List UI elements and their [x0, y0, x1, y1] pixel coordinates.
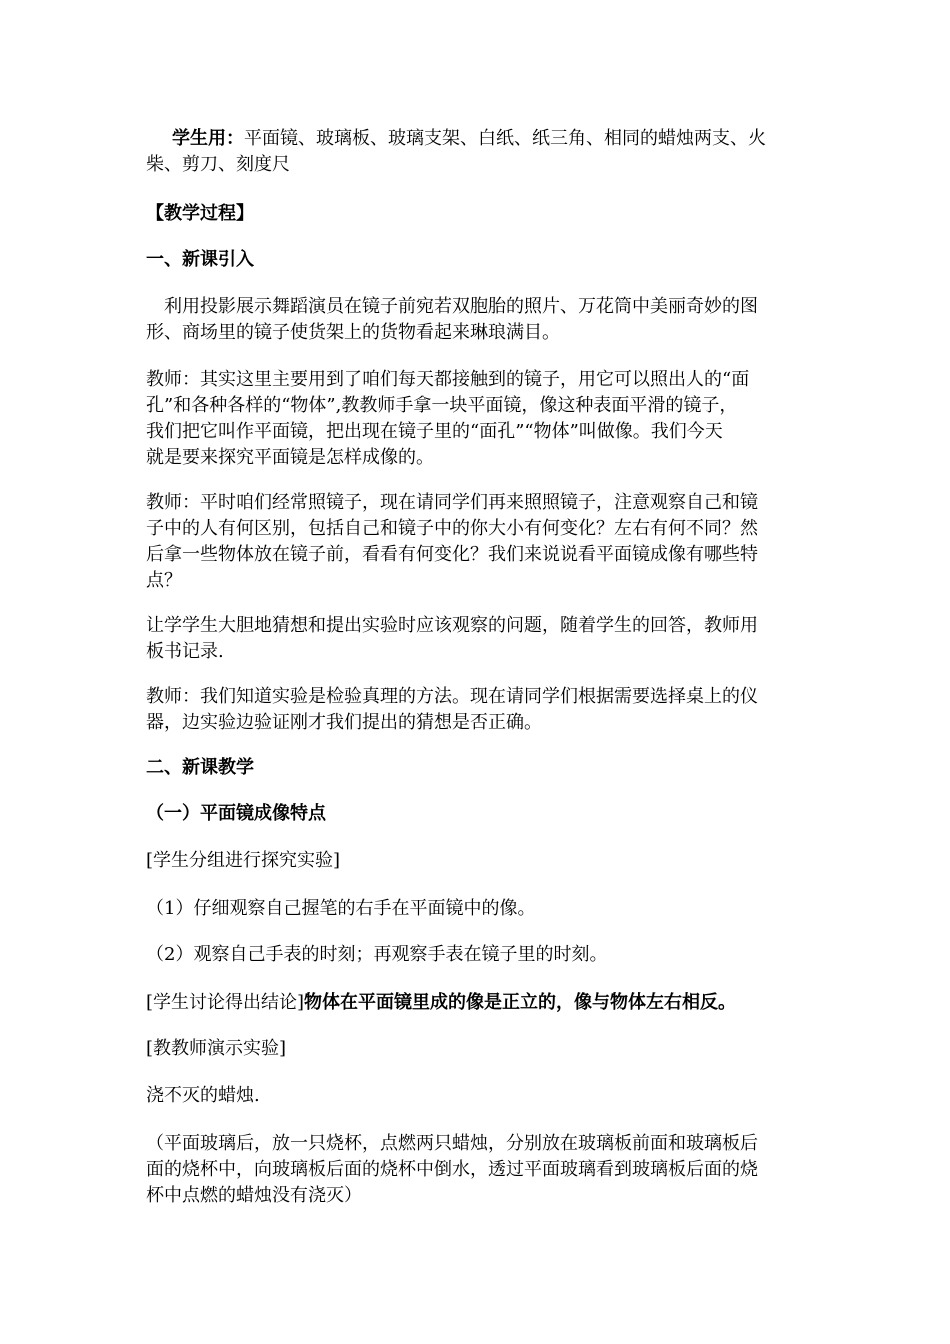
students-line-2: 板书记录.: [146, 641, 224, 662]
teacher1-line-4: 就是要来探究平面镜是怎样成像的。: [146, 447, 434, 468]
demo-title: 浇不灭的蜡烛.: [146, 1085, 260, 1106]
section2-title: 二、新课教学: [146, 757, 254, 778]
conclusion-text: 物体在平面镜里成的像是正立的，像与物体左右相反。: [304, 992, 737, 1013]
teacher3-line-1: 教师：我们知道实验是检验真理的方法。现在请同学们根据需要选择桌上的仪: [146, 686, 758, 707]
teacher1-line-2: 孔”和各种各样的“物体”,教教师手拿一块平面镜，像这种表面平滑的镜子，: [146, 395, 738, 416]
teacher2-line-1: 教师：平时咱们经常照镜子，现在请同学们再来照照镜子，注意观察自己和镜: [146, 492, 758, 513]
teacher1-line-3: 我们把它叫作平面镜，把出现在镜子里的“面孔”“物体”叫做像。我们今天: [146, 421, 723, 442]
students-line-1: 让学学生大胆地猜想和提出实验时应该观察的问题，随着学生的回答，教师用: [146, 615, 758, 636]
teacher2-line-2: 子中的人有何区别，包括自己和镜子中的你大小有何变化？左右有何不同？然: [146, 518, 758, 539]
conclusion-line: [146, 990, 810, 1016]
materials-line-2: 柴、剪刀、刻度尺: [146, 154, 290, 175]
demo-desc-line-1: （平面玻璃后，放一只烧杯，点燃两只蜡烛，分别放在玻璃板前面和玻璃板后: [146, 1133, 758, 1154]
materials-text-1: 平面镜、玻璃板、玻璃支架、白纸、纸三角、相同的蜡烛两支、火: [244, 128, 766, 149]
section1-title: 一、新课引入: [146, 249, 254, 270]
materials-label: 学生用：: [172, 128, 244, 149]
teacher2-line-4: 点？: [146, 570, 182, 591]
section2-subtitle: （一）平面镜成像特点: [146, 803, 326, 824]
demo-label: [教教师演示实验]: [146, 1038, 287, 1059]
conclusion-label: [学生讨论得出结论]: [146, 992, 305, 1013]
teacher3-line-2: 器，边实验边验证刚才我们提出的猜想是否正确。: [146, 712, 542, 733]
materials-line-1: [172, 126, 836, 152]
demo-desc-line-3: 杯中点燃的蜡烛没有浇灭）: [146, 1185, 362, 1206]
heading-teaching-process: 【教学过程】: [146, 203, 254, 224]
teacher2-line-3: 后拿一些物体放在镜子前，看看有何变化？我们来说说看平面镜成像有哪些特: [146, 544, 758, 565]
step-2: （2）观察自己手表的时刻；再观察手表在镜子里的时刻。: [146, 944, 608, 965]
group-experiment-label: [学生分组进行探究实验]: [146, 850, 341, 871]
demo-desc-line-2: 面的烧杯中，向玻璃板后面的烧杯中倒水，透过平面玻璃看到玻璃板后面的烧: [146, 1159, 758, 1180]
section1-intro-line-1: 利用投影展示舞蹈演员在镜子前宛若双胞胎的照片、万花筒中美丽奇妙的图: [146, 296, 758, 317]
step-1: （1）仔细观察自己握笔的右手在平面镜中的像。: [146, 898, 536, 919]
section1-intro-line-2: 形、商场里的镜子使货架上的货物看起来琳琅满目。: [146, 322, 560, 343]
teacher1-line-1: 教师：其实这里主要用到了咱们每天都接触到的镜子，用它可以照出人的“面: [146, 369, 750, 390]
